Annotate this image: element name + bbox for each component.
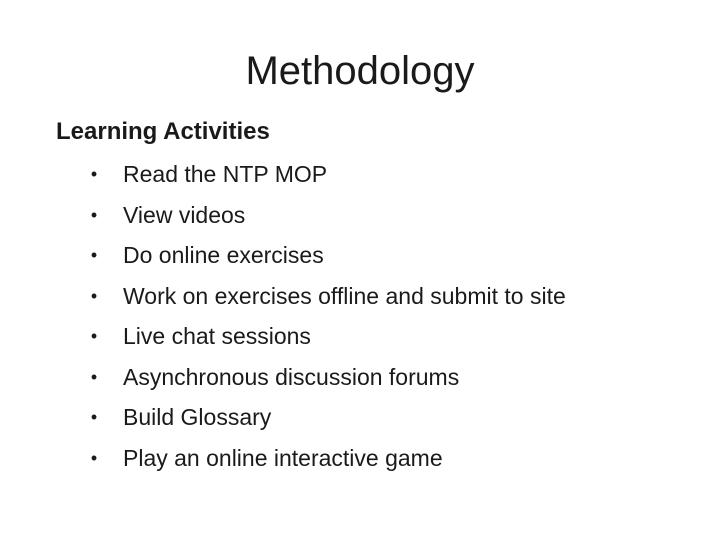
bullet-icon: • — [90, 366, 98, 387]
list-item-text: Play an online interactive game — [123, 444, 443, 471]
list-item-text: Do online exercises — [123, 242, 324, 268]
section-heading: Learning Activities — [56, 118, 270, 145]
list-item — [0, 276, 720, 317]
bullet-list — [0, 154, 720, 478]
list-item — [0, 397, 720, 438]
bullet-icon: • — [90, 245, 98, 265]
bullet-icon: • — [90, 285, 98, 306]
list-item — [0, 438, 720, 479]
list-item-text: Live chat sessions — [123, 323, 311, 349]
list-item-text: Build Glossary — [123, 404, 272, 430]
list-item — [0, 195, 720, 236]
list-item — [0, 316, 720, 357]
list-item-text: Work on exercises offline and submit to site — [123, 282, 566, 309]
bullet-icon: • — [90, 407, 98, 427]
list-item-text: View videos — [123, 201, 246, 228]
bullet-icon: • — [90, 447, 98, 468]
list-item-text: Read the NTP MOP — [123, 161, 328, 187]
bullet-icon: • — [90, 164, 98, 184]
list-item-text: Asynchronous discussion forums — [123, 363, 460, 390]
list-item — [0, 235, 720, 276]
list-item — [0, 357, 720, 398]
list-item — [0, 154, 720, 195]
bullet-icon: • — [90, 204, 98, 225]
bullet-icon: • — [90, 326, 98, 346]
slide-title: Methodology — [245, 49, 475, 93]
